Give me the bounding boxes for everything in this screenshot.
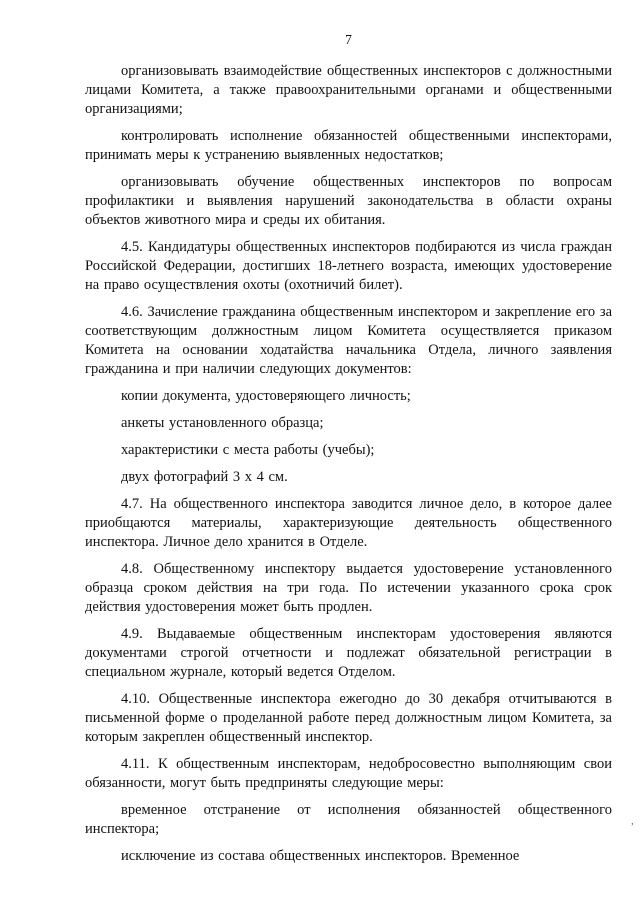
paragraph: организовывать обучение общественных инспекторов по вопросам профилактики и выявления нарушений законодательства в области охраны объектов животного мира и среды их обитания. — [85, 174, 612, 228]
document-body — [85, 62, 612, 866]
paragraph: копии документа, удостоверяющего личность; — [121, 388, 411, 404]
paragraph: характеристики с места работы (учебы); — [121, 442, 375, 458]
paragraph: анкеты установленного образца; — [121, 415, 324, 431]
paragraph: организовывать взаимодействие общественных инспекторов с должностными лицами Комитета, а также правоохранительными органами и общественными организациями; — [85, 63, 612, 117]
paragraph: 4.9. Выдаваемые общественным инспекторам удостоверения являются документами строгой отчетности и подлежат обязательной регистрации в специальном журнале, который ведется Отделом. — [85, 626, 612, 680]
page-number: 7 — [345, 32, 352, 47]
paragraph: 4.5. Кандидатуры общественных инспекторов подбираются из числа граждан Российской Федерации, достигших 18-летнего возраста, имеющих удостоверение на право осуществления охоты (охотничий билет). — [85, 239, 612, 293]
paragraph: двух фотографий 3 х 4 см. — [121, 469, 288, 485]
paragraph: исключение из состава общественных инспекторов. Временное — [121, 848, 520, 864]
paragraph: 4.10. Общественные инспектора ежегодно до 30 декабря отчитываются в письменной форме о проделанной работе перед должностным лицом Комитета, за которым закреплен общественный инспектор. — [85, 691, 612, 745]
scan-artifact-mark: ’ — [630, 822, 634, 833]
paragraph: 4.7. На общественного инспектора заводится личное дело, в которое далее приобщаются материалы, характеризующие деятельность общественного инспектора. Личное дело хранится в Отделе. — [85, 496, 612, 550]
paragraph: 4.6. Зачисление гражданина общественным инспектором и закрепление его за соответствующим должностным лицом Комитета осуществляется приказом Комитета на основании ходатайства начальника Отдела, личного заявления гражданина и при наличии следующих документов: — [85, 304, 612, 377]
paragraph: временное отстранение от исполнения обязанностей общественного инспектора; — [85, 802, 612, 837]
paragraph: 4.8. Общественному инспектору выдается удостоверение установленного образца сроком действия на три года. По истечении указанного срока срок действия удостоверения может быть продлен. — [85, 561, 612, 615]
paragraph: контролировать исполнение обязанностей общественными инспекторами, принимать меры к устранению выявленных недостатков; — [85, 128, 612, 163]
paragraph: 4.11. К общественным инспекторам, недобросовестно выполняющим свои обязанности, могут быть предприняты следующие меры: — [85, 756, 612, 791]
